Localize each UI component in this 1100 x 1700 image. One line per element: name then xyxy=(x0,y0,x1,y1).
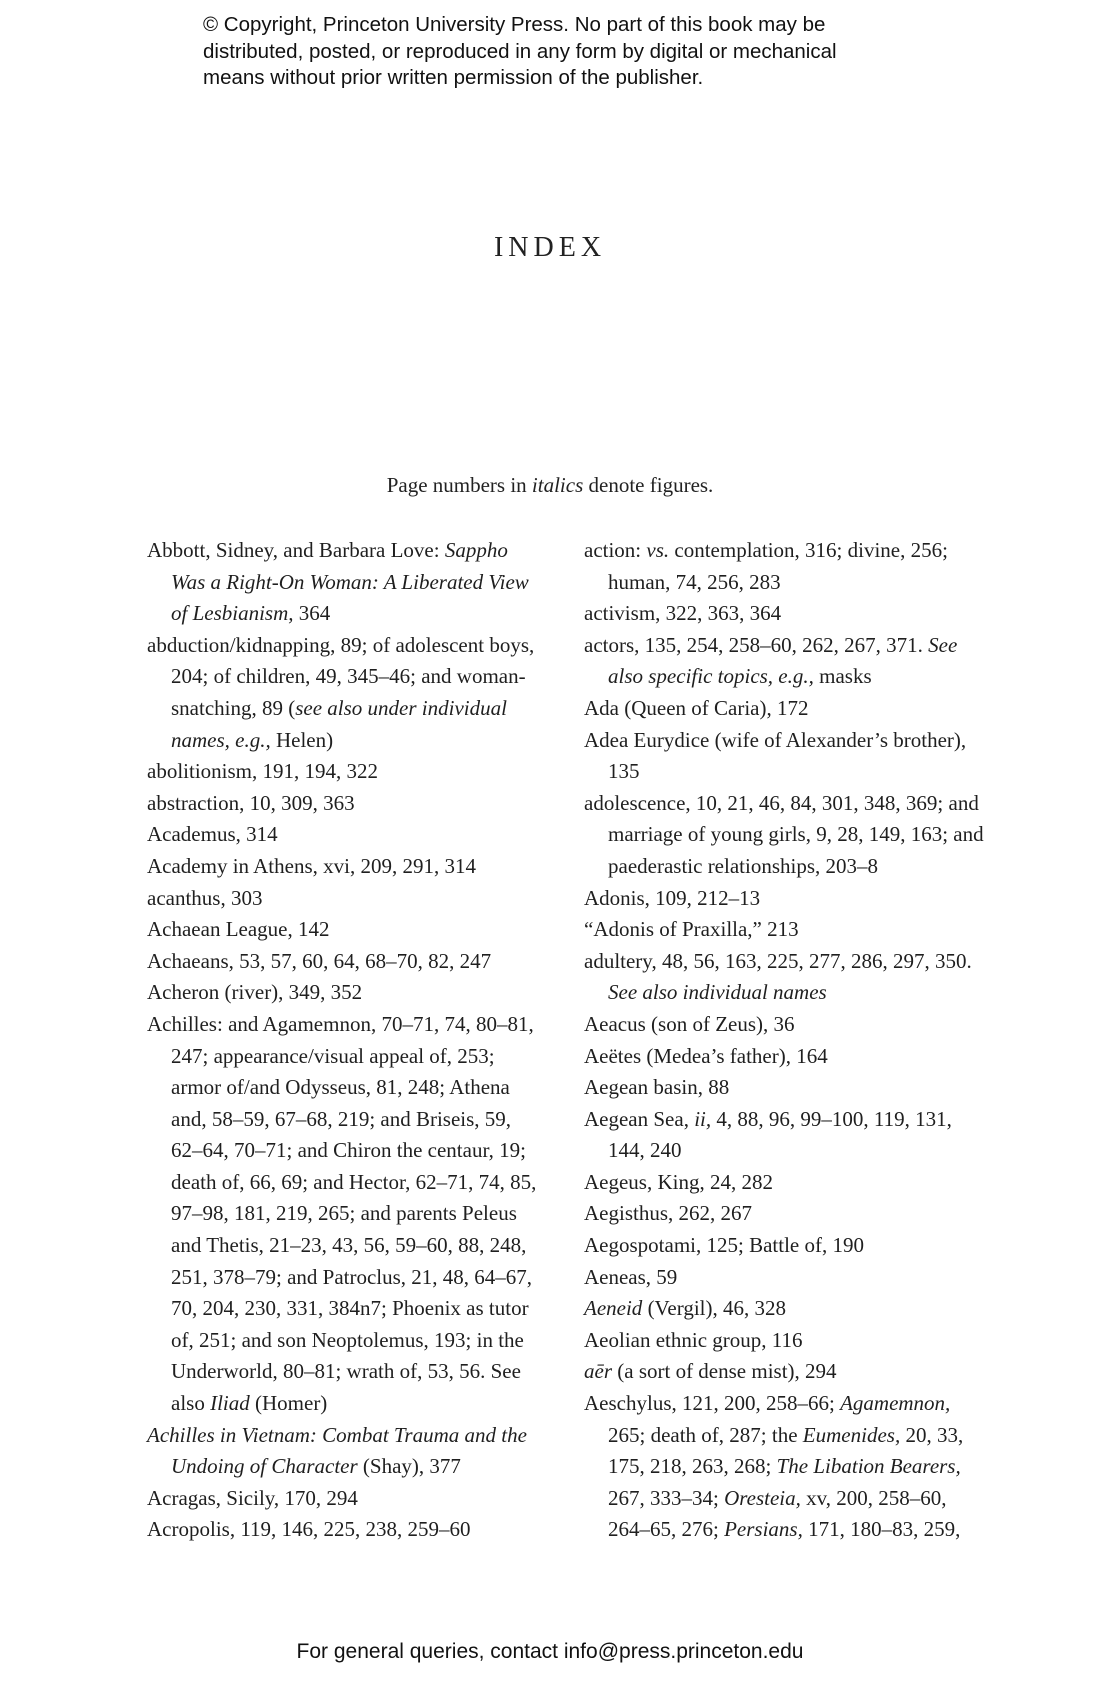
index-entry xyxy=(584,1388,984,1546)
index-entry-text: acanthus, 303 xyxy=(147,885,263,910)
index-entry-italic: The Libation Bearers, xyxy=(776,1454,961,1479)
index-entry xyxy=(147,535,542,630)
index-entry xyxy=(147,756,542,788)
index-entry-text: Achaeans, 53, 57, 60, 64, 68–70, 82, 247 xyxy=(147,948,492,973)
index-entry xyxy=(584,1230,984,1262)
index-entry-text: Aeolian ethnic group, 116 xyxy=(584,1327,803,1352)
index-entry xyxy=(584,788,984,883)
footer-contact: For general queries, contact info@press.princeton.edu xyxy=(296,1640,804,1663)
index-entry-text: (Vergil), 46, 328 xyxy=(642,1296,786,1321)
index-entry xyxy=(584,1356,984,1388)
index-entry-italic: vs. xyxy=(646,538,670,562)
index-entry-text: actors, 135, 254, 258–60, 262, 267, 371. xyxy=(584,632,929,657)
index-entry-italic: Sappho Was a Right-On Woman: A Liberated View of Lesbianism, xyxy=(171,538,529,626)
index-entry xyxy=(147,946,542,978)
index-entry-text: Aegeus, King, 24, 282 xyxy=(584,1169,773,1194)
index-entry xyxy=(584,1167,984,1199)
index-entry-text: Academy in Athens, xvi, 209, 291, 314 xyxy=(147,853,476,878)
index-entry-text: Acragas, Sicily, 170, 294 xyxy=(147,1485,358,1510)
index-entry xyxy=(584,693,984,725)
index-entry-italic: ii, xyxy=(694,1106,712,1131)
index-entry-text: Adea Eurydice (wife of Alexander’s brother), 135 xyxy=(584,727,967,784)
index-entry-text: adolescence, 10, 21, 46, 84, 301, 348, 369; and marriage of young girls, 9, 28, 149, 163; and paederastic relationships, 203–8 xyxy=(584,790,984,878)
index-entry xyxy=(584,1198,984,1230)
index-entry-text: masks xyxy=(813,664,872,689)
index-entry-text: abstraction, 10, 309, 363 xyxy=(147,790,355,815)
index-entry xyxy=(584,1041,984,1073)
copyright-line: distributed, posted, or reproduced in any form by digital or mechanical xyxy=(203,39,837,63)
index-entry xyxy=(147,819,542,851)
index-entry xyxy=(584,1104,984,1167)
index-entry-text: Achaean League, 142 xyxy=(147,917,330,942)
index-entry-text: Adonis, 109, 212–13 xyxy=(584,885,761,910)
index-entry-text: (a sort of dense mist), 294 xyxy=(612,1359,837,1384)
index-entry-text: 20, 33, 175, 218, 263, 268; xyxy=(608,1422,964,1479)
index-entry-text: (Shay), 377 xyxy=(357,1454,461,1479)
index-entry-text: 4, 88, 96, 99–100, 119, 131, 144, 240 xyxy=(608,1106,952,1163)
index-entry-text: Abbott, Sidney, and Barbara Love: xyxy=(147,538,445,562)
index-note xyxy=(0,473,1100,498)
index-entry xyxy=(584,914,984,946)
index-entry-text: Aeschylus, 121, 200, 258–66; xyxy=(584,1391,841,1416)
index-entry-italic: see also under individual names, e.g., xyxy=(171,695,507,752)
index-entry xyxy=(147,1009,542,1420)
index-entry-italic: Aeneid xyxy=(584,1296,643,1321)
index-entry xyxy=(584,1325,984,1357)
index-entry xyxy=(147,883,542,915)
copyright-line: means without prior written permission of the publisher. xyxy=(203,66,704,89)
index-entry xyxy=(584,535,984,598)
index-entry xyxy=(147,851,542,883)
index-entry-italic: Oresteia, xyxy=(724,1485,801,1510)
page-title: INDEX xyxy=(493,232,607,263)
index-entry-text: 171, 180–83, 259, xyxy=(802,1517,961,1542)
index-entry-text: Ada (Queen of Caria), 172 xyxy=(584,695,809,720)
index-entry-text: (Homer) xyxy=(249,1391,328,1416)
index-note-text: Page numbers in xyxy=(386,473,532,497)
index-entry-text: activism, 322, 363, 364 xyxy=(584,601,782,626)
index-entry-text: 364 xyxy=(293,601,331,626)
index-entry-text: xv, 200, 258–60, 264–65, 276; xyxy=(608,1485,947,1542)
index-entry xyxy=(584,1072,984,1104)
index-entry-italic: Persians, xyxy=(724,1517,803,1542)
index-entry-italic: aēr xyxy=(584,1359,612,1384)
index-entry-text: Aeëtes (Medea’s father), 164 xyxy=(584,1043,828,1068)
index-entry-text: 267, 333–34; xyxy=(608,1485,725,1510)
copyright-line: © Copyright, Princeton University Press. No part of this book may be xyxy=(203,13,826,36)
index-entry xyxy=(584,883,984,915)
index-entry xyxy=(147,977,542,1009)
index-entry-text: Aeneas, 59 xyxy=(584,1264,678,1289)
index-entry-text: Academus, 314 xyxy=(147,822,278,847)
index-note-text: denote figures. xyxy=(583,473,714,497)
index-entry-italic: See also specific topics, e.g., xyxy=(608,632,958,689)
index-entry-text: Aegean basin, 88 xyxy=(584,1075,730,1100)
index-entry-text: abduction/kidnapping, 89; of adolescent boys, 204; of children, 49, 345–46; and woman-snatching, 89 ( xyxy=(147,632,535,720)
index-entry-italic: Iliad xyxy=(210,1391,250,1416)
index-entry xyxy=(584,725,984,788)
index-entry xyxy=(584,630,984,693)
index-entry xyxy=(584,946,984,1009)
index-entry-text: Aegospotami, 125; Battle of, 190 xyxy=(584,1233,864,1258)
index-entry-italic: Agamemnon, xyxy=(840,1391,951,1416)
index-entry-text: Acropolis, 119, 146, 225, 238, 259–60 xyxy=(147,1517,471,1542)
index-entry-text: 265; death of, 287; the xyxy=(608,1422,803,1447)
copyright-notice xyxy=(203,12,963,92)
index-entry xyxy=(147,1514,542,1546)
index-entry-text: abolitionism, 191, 194, 322 xyxy=(147,759,378,784)
index-column-left xyxy=(147,535,542,1546)
index-entry-italic: Achilles in Vietnam: Combat Trauma and the Undoing of Character xyxy=(147,1422,527,1479)
index-entry xyxy=(147,914,542,946)
index-entry-text: adultery, 48, 56, 163, 225, 277, 286, 297, 350. xyxy=(584,948,972,973)
index-entry-text: Achilles: and Agamemnon, 70–71, 74, 80–81, 247; appearance/visual appeal of, 253; armor of/and Odysseus, 81, 248; Athena and, 58–59, 67–68, 219; and Briseis, 59, 62–64, 70–71; and Chiron the centaur, 19; death of, 66, 69; and Hector, 62–71, 74, 85, 97–98, 181, 219, 265; and parents Peleus and Thetis, 21–23, 43, 56, 59–60, 88, 248, 251, 378–79; and Patroclus, 21, 48, 64–67, 70, 204, 230, 331, 384n7; Phoenix as tutor of, 251; and son Neoptolemus, 193; in the Underworld, 80–81; wrath of, 53, 56. See also xyxy=(147,1011,537,1416)
index-note-italic: italics xyxy=(531,473,584,497)
index-entry xyxy=(147,1483,542,1515)
index-entry-italic: Eumenides, xyxy=(802,1422,901,1447)
index-entry-text: contemplation, 316; divine, 256; human, 74, 256, 283 xyxy=(608,538,948,594)
index-column-right xyxy=(584,535,984,1546)
index-entry xyxy=(584,1009,984,1041)
index-entry xyxy=(147,1420,542,1483)
index-entry xyxy=(147,630,542,756)
index-entry-text: Aeacus (son of Zeus), 36 xyxy=(584,1011,795,1036)
index-entry-text: action: xyxy=(584,538,647,562)
index-entry xyxy=(584,1262,984,1294)
index-entry-text: “Adonis of Praxilla,” 213 xyxy=(584,917,799,942)
index-entry xyxy=(584,598,984,630)
index-entry xyxy=(584,1293,984,1325)
index-entry-text: Aegean Sea, xyxy=(584,1106,695,1131)
index-entry-text: Aegisthus, 262, 267 xyxy=(584,1201,752,1226)
index-entry-text: Acheron (river), 349, 352 xyxy=(147,980,363,1005)
index-entry-text: Helen) xyxy=(270,727,334,752)
index-entry-italic: See also individual names xyxy=(608,980,827,1005)
index-entry xyxy=(147,788,542,820)
